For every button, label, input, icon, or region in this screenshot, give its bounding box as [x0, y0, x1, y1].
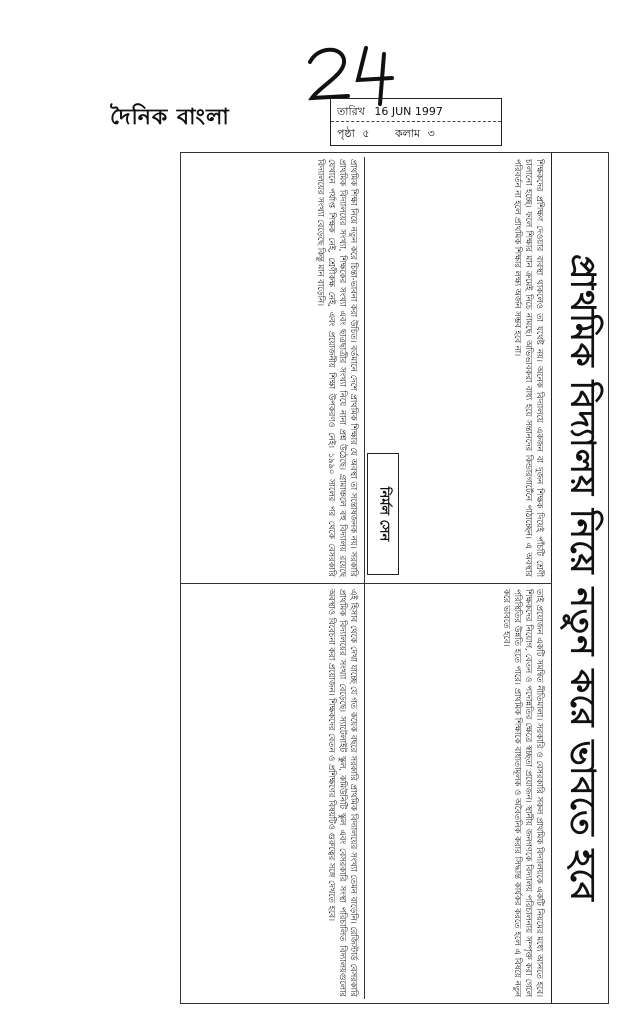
stamp-date-row — [337, 103, 443, 122]
stamp-column-label: কলাম — [394, 127, 421, 140]
byline-box — [367, 453, 399, 575]
article-clipping — [180, 152, 609, 1004]
stamp-page-value: ৫ — [362, 127, 370, 140]
article-column-1 — [185, 157, 361, 579]
stamp-column-value: ৩ — [427, 127, 435, 140]
article-column-4-text: তাই প্রয়োজন একটি সমন্বিত নীতিমালা। সরকারি ও বেসরকারি সকল প্রাথমিক বিদ্যালয়কে একটি নিয়মের মধ্যে আনতে হবে। শিক্ষকদের নিয়োগ, বেতন ও পদোন্নতির ক্ষেত্রে স্বচ্ছতা প্রয়োজন। স্থানীয় জনগণকে বিদ্যালয় পরিচালনায় সম্পৃক্ত করা গেলে পরিস্থিতির উন্নতি হতে পারে। প্রাথমিক শিক্ষাকে বাধ্যতামূলক ও অবৈতনিক করার সিদ্ধান্ত কার্যকর করতে হলে এ বিষয়ে নতুন করে ভাবতে হবে। — [502, 589, 545, 997]
article-column-1-text: প্রাথমিক শিক্ষা নিয়ে নতুন করে চিন্তা-ভাবনা করা উচিত। বর্তমানে দেশে প্রাথমিক শিক্ষার যে অবস্থা তা সন্তোষজনক নয়। সরকারি প্রাথমিক বিদ্যালয়ের সংখ্যা, শিক্ষকের সংখ্যা এবং ছাত্রছাত্রীর সংখ্যা নিয়ে নানা প্রশ্ন উঠেছে। গ্রামাঞ্চলে বহু বিদ্যালয় রয়েছে যেখানে পর্যাপ্ত শিক্ষক নেই, শ্রেণীকক্ষ নেই, এবং প্রয়োজনীয় শিক্ষা উপকরণও নেই। ১৯৯০ সালের পর থেকে বেসরকারি বিদ্যালয়ের সংখ্যা বেড়েছে কিন্তু মান বাড়েনি। — [316, 159, 359, 577]
stamp-date-label: তারিখ — [337, 105, 365, 118]
article-column-4 — [369, 587, 547, 999]
handwritten-reference-label: 24 — [300, 40, 302, 41]
newspaper-name: দৈনিক বাংলা — [110, 104, 230, 130]
headline-strip — [551, 153, 608, 1003]
article-column-3 — [401, 157, 547, 579]
article-column-3-text: শিক্ষকদের প্রশিক্ষণ দেওয়ার ব্যবস্থা থাকলেও তা যথেষ্ট নয়। অনেক বিদ্যালয়ে একজন বা দুজন শিক্ষক দিয়েই পাঁচটি শ্রেণী চালানো হচ্ছে। ফলে শিক্ষার মান ক্রমেই নিচে নামছে। অভিভাবকরা বাধ্য হয়ে সন্তানদের কিন্ডারগার্টেনে পাঠাচ্ছেন। এ অবস্থার পরিবর্তন না হলে প্রাথমিক শিক্ষার লক্ষ্য অর্জন সম্ভব হবে না। — [513, 159, 545, 577]
article-headline: প্রাথমিক বিদ্যালয় নিয়ে নতুন করে ভাবতে হবে — [562, 254, 603, 902]
stamp-page-row — [337, 125, 435, 144]
column-rule — [364, 157, 365, 999]
article-column-2 — [185, 587, 361, 999]
stamp-divider — [331, 121, 501, 122]
section-rule — [181, 583, 552, 584]
article-byline: নির্মল সেন — [376, 486, 392, 542]
article-column-2-text: এই হিসাব থেকে দেখা যাচ্ছে যে গত কয়েক বছরে সরকারি প্রাথমিক বিদ্যালয়ের সংখ্যা তেমন বাড়েনি। রেজিস্টার্ড বেসরকারি প্রাথমিক বিদ্যালয়ের সংখ্যা বেড়েছে। স্যাটেলাইট স্কুল, কমিউনিটি স্কুল এবং বেসরকারি সংস্থা পরিচালিত বিদ্যালয়গুলোর অবস্থাও বিবেচনা করা প্রয়োজন। শিক্ষকদের বেতন ও প্রশিক্ষণের বিষয়টিও গুরুত্বের সঙ্গে দেখতে হবে। — [327, 589, 359, 997]
stamp-page-label: পৃষ্ঠা — [337, 127, 355, 140]
date-stamp — [330, 98, 502, 146]
stamp-date-value: 16 JUN 1997 — [374, 105, 443, 118]
